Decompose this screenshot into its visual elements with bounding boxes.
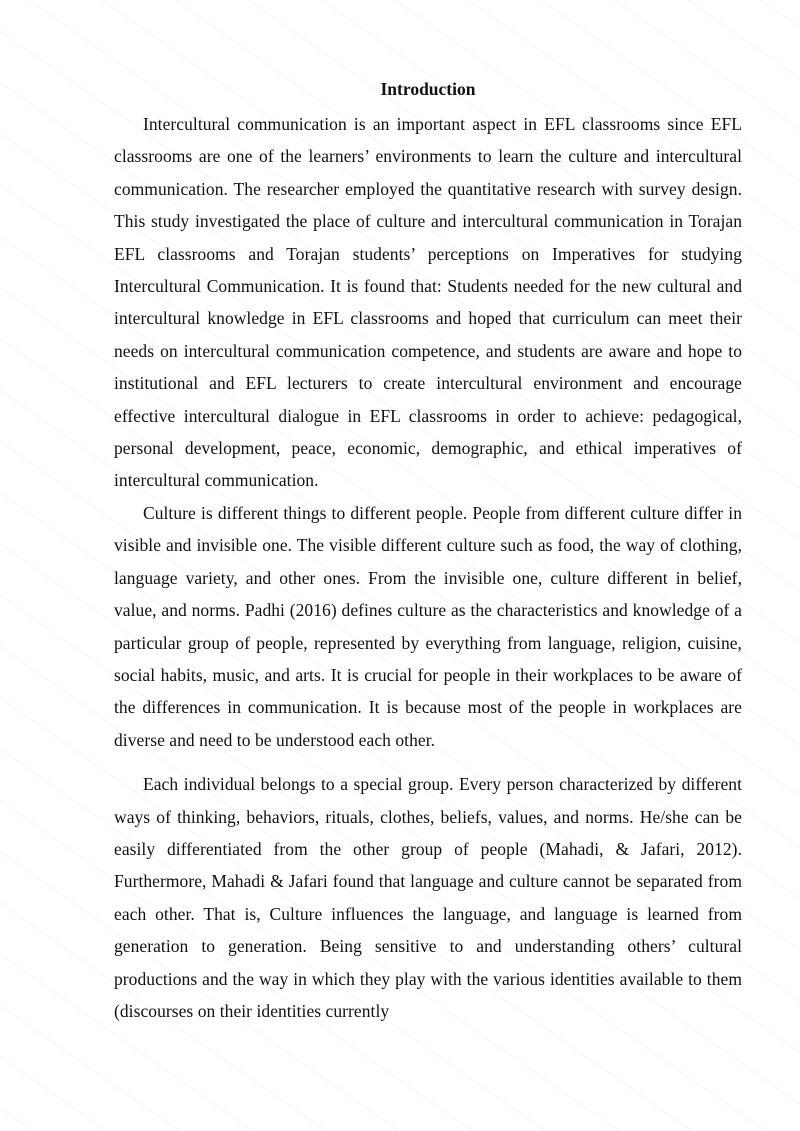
paragraph-3: Each individual belongs to a special group. Every person characterized by different ways of thinking, behaviors, rituals, clothes, beliefs, values, and norms. He/she can be easily differentiated from the other group of people (Mahadi, & Jafari, 2012). Furthermore, Mahadi & Jafari found that language and culture cannot be separated from each other. That is, Culture influences the language, and language is learned from generation to generation. Being sensitive to and understanding others’ cultural productions and the way in which they play with the various identities available to them (discourses on their identities currently	[114, 774, 742, 1021]
section-title: Introduction	[380, 79, 476, 99]
paragraph-1: Intercultural communication is an important aspect in EFL classrooms since EFL classrooms are one of the learners’ environments to learn the culture and intercultural communication. The researcher employed the quantitative research with survey design. This study investigated the place of culture and intercultural communication in Torajan EFL classrooms and Torajan students’ perceptions on Imperatives for studying Intercultural Communication. It is found that: Students needed for the new cultural and intercultural knowledge in EFL classrooms and hoped that curriculum can meet their needs on intercultural communication competence, and students are aware and hope to institutional and EFL lecturers to create intercultural environment and encourage effective intercultural dialogue in EFL classrooms in order to achieve: pedagogical, personal development, peace, economic, demographic, and ethical imperatives of intercultural communication.	[114, 114, 742, 491]
document-body	[114, 76, 742, 1027]
paragraph-2: Culture is different things to different people. People from different culture differ in visible and invisible one. The visible different culture such as food, the way of clothing, language variety, and other ones. From the invisible one, culture different in belief, value, and norms. Padhi (2016) defines culture as the characteristics and knowledge of a particular group of people, represented by everything from language, religion, cuisine, social habits, music, and arts. It is crucial for people in their workplaces to be aware of the differences in communication. It is because most of the people in workplaces are diverse and need to be understood each other.	[114, 502, 742, 750]
